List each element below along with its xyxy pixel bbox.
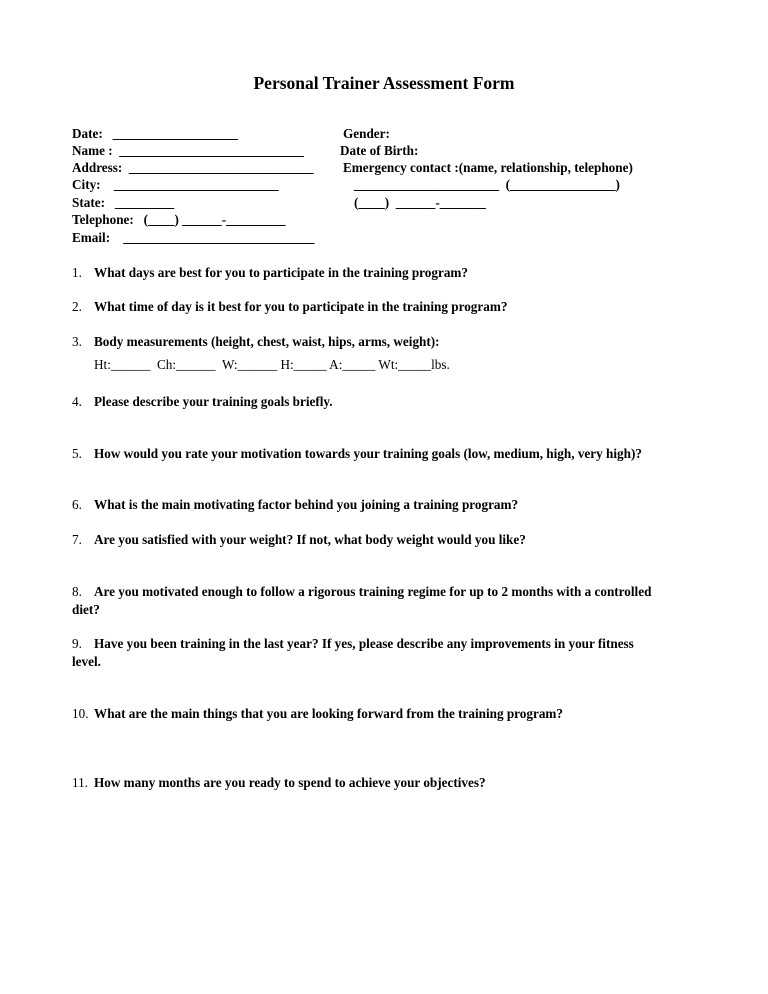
question-6 xyxy=(72,496,674,514)
question-text: What time of day is it best for you to participate in the training program? xyxy=(94,299,508,314)
question-text: Have you been training in the last year? If yes, please describe any improvements in your fitness level. xyxy=(72,636,634,669)
city-field[interactable]: City: _________________________ xyxy=(72,177,279,192)
question-3 xyxy=(72,333,674,351)
question-number: 8. xyxy=(72,584,82,599)
emergency-contact-label: Emergency contact :(name, relationship, telephone) xyxy=(343,160,633,175)
address-field[interactable]: Address: ____________________________ xyxy=(72,160,314,175)
question-number: 1. xyxy=(72,265,82,280)
date-field[interactable]: Date: ___________________ xyxy=(72,126,238,141)
telephone-field[interactable]: Telephone: (____) ______-_________ xyxy=(72,212,286,227)
question-text: What are the main things that you are looking forward from the training program? xyxy=(94,706,564,721)
question-4 xyxy=(72,393,674,411)
question-text: Are you satisfied with your weight? If not, what body weight would you like? xyxy=(94,532,526,547)
state-field[interactable]: State: _________ xyxy=(72,195,175,210)
emergency-contact-phone-field[interactable]: (____) ______-_______ xyxy=(354,195,486,210)
question-10 xyxy=(72,705,674,723)
question-number: 9. xyxy=(72,636,82,651)
question-9 xyxy=(72,635,652,670)
question-text: How many months are you ready to spend to achieve your objectives? xyxy=(94,775,486,790)
form-title: Personal Trainer Assessment Form xyxy=(253,73,515,93)
emergency-contact-name-field[interactable]: ______________________ (________________) xyxy=(354,177,620,192)
question-number: 11. xyxy=(72,775,88,790)
email-field[interactable]: Email: _____________________________ xyxy=(72,230,315,245)
question-number: 7. xyxy=(72,532,82,547)
question-text: Please describe your training goals briefly. xyxy=(94,394,333,409)
question-number: 5. xyxy=(72,446,82,461)
question-text: Are you motivated enough to follow a rigorous training regime for up to 2 months with a controlled diet? xyxy=(72,584,652,617)
question-text: How would you rate your motivation towards your training goals (low, medium, high, very high)? xyxy=(94,446,642,461)
question-1 xyxy=(72,264,674,282)
question-number: 2. xyxy=(72,299,82,314)
question-8 xyxy=(72,583,652,618)
question-number: 6. xyxy=(72,497,82,512)
name-field[interactable]: Name : ____________________________ xyxy=(72,143,304,158)
question-number: 3. xyxy=(72,334,82,349)
question-number: 4. xyxy=(72,394,82,409)
question-5 xyxy=(72,445,652,463)
question-text: Body measurements (height, chest, waist, hips, arms, weight): xyxy=(94,334,440,349)
date-of-birth-field[interactable]: Date of Birth: xyxy=(340,143,419,158)
question-2 xyxy=(72,298,674,316)
question-text: What days are best for you to participate in the training program? xyxy=(94,265,469,280)
measurements-line[interactable]: Ht:______ Ch:______ W:______ H:_____ A:_____ Wt:_____lbs. xyxy=(94,357,450,372)
question-11 xyxy=(72,774,674,792)
question-7 xyxy=(72,531,674,549)
question-number: 10. xyxy=(72,706,89,721)
question-text: What is the main motivating factor behind you joining a training program? xyxy=(94,497,519,512)
gender-field[interactable]: Gender: xyxy=(343,126,390,141)
